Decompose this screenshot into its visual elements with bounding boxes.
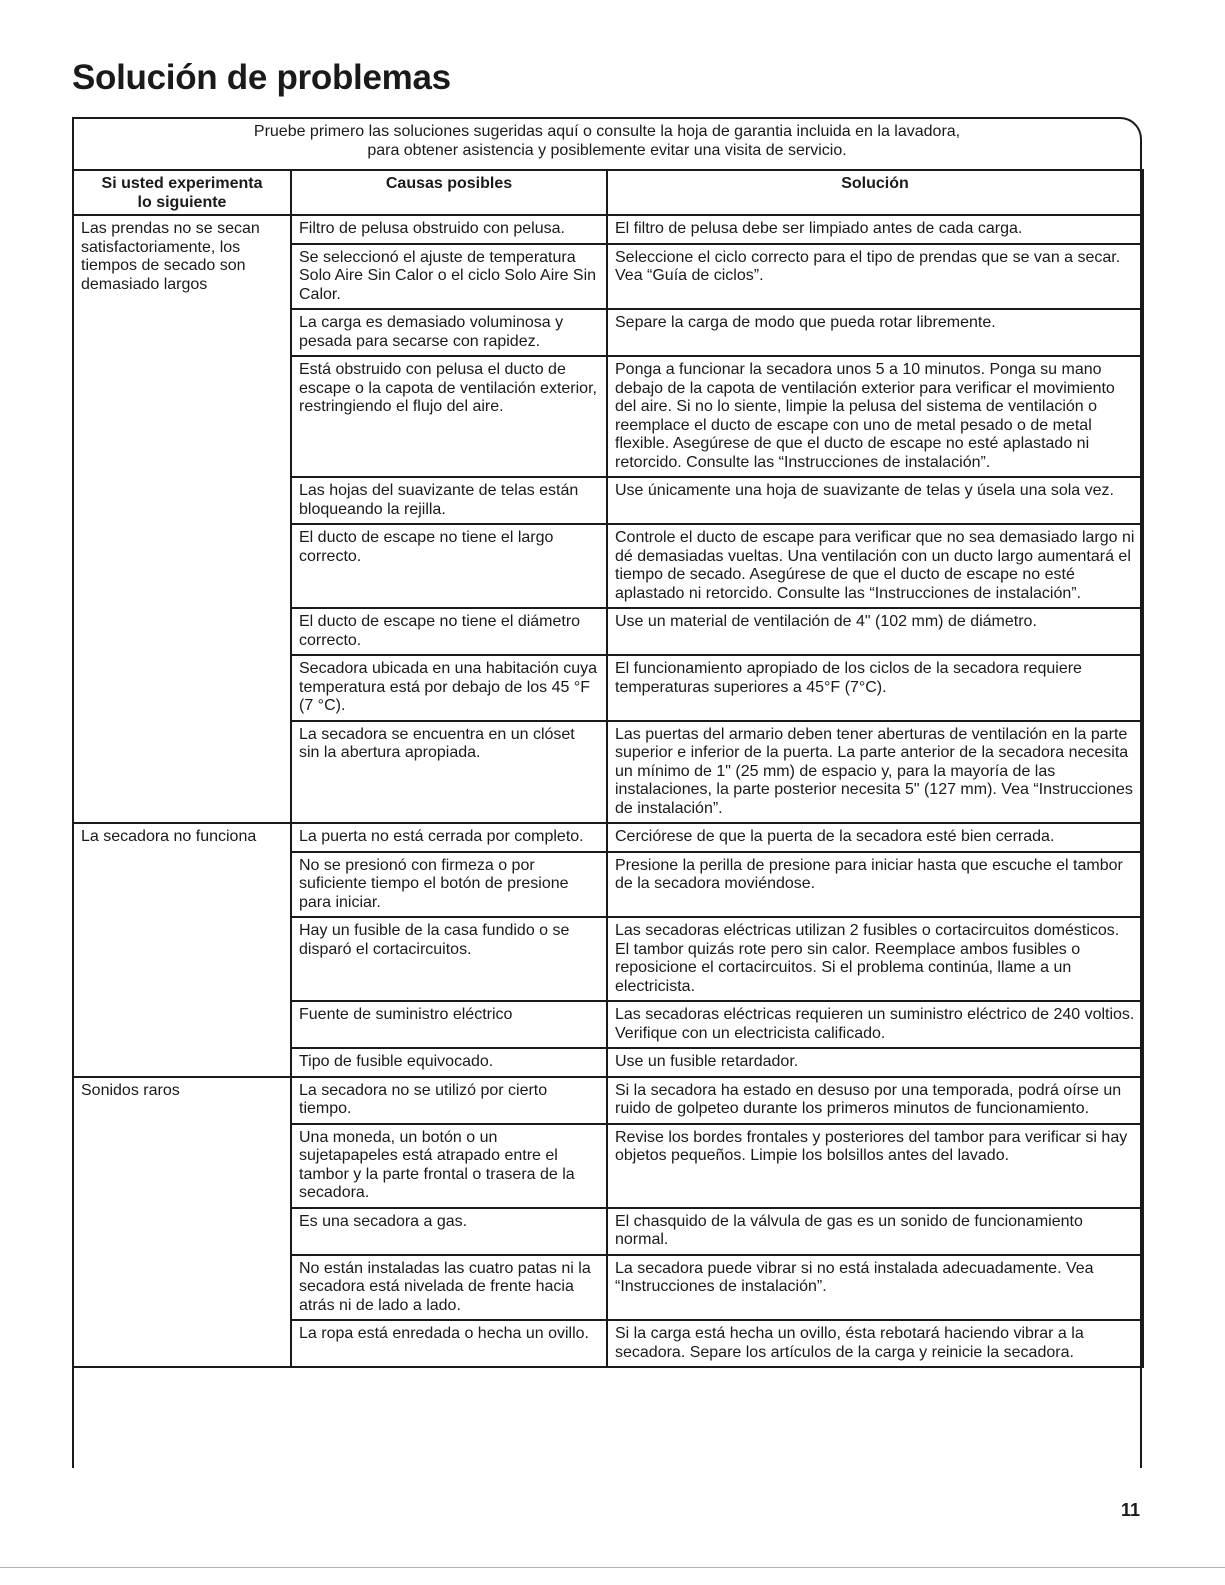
cause-cell: La puerta no está cerrada por completo. — [291, 823, 607, 852]
cause-cell: Está obstruido con pelusa el ducto de escape o la capota de ventilación exterior, restringiendo el flujo del aire. — [291, 356, 607, 477]
problem-cell: Las prendas no se secan satisfactoriamente, los tiempos de secado son demasiado largos — [73, 215, 291, 823]
cause-cell: La secadora no se utilizó por cierto tiempo. — [291, 1077, 607, 1124]
problem-cell: La secadora no funciona — [73, 823, 291, 1077]
cause-cell: Tipo de fusible equivocado. — [291, 1048, 607, 1077]
header-problem-line-1: Si usted experimenta — [101, 175, 263, 192]
bottom-rule — [0, 1567, 1225, 1568]
cause-cell: La ropa está enredada o hecha un ovillo. — [291, 1320, 607, 1367]
table-header-row — [73, 170, 1143, 215]
solution-cell: Use únicamente una hoja de suavizante de telas y úsela una sola vez. — [607, 477, 1143, 524]
solution-cell: El filtro de pelusa debe ser limpiado antes de cada carga. — [607, 215, 1143, 244]
solution-cell: Ponga a funcionar la secadora unos 5 a 10 minutos. Ponga su mano debajo de la capota de ventilación exterior para verificar el movimiento del aire. Si no lo siente, limpie la pelusa del sistema de ventilación o reemplace el ducto de escape con uno de metal pesado o de metal flexible. Asegúrese de que el ducto de escape no esté aplastado ni retorcido. Consulte las “Instrucciones de instalación”. — [607, 356, 1143, 477]
intro-text — [74, 122, 1140, 160]
solution-cell: El chasquido de la válvula de gas es un sonido de funcionamiento normal. — [607, 1208, 1143, 1255]
cause-cell: El ducto de escape no tiene el diámetro correcto. — [291, 608, 607, 655]
table-row — [73, 823, 1143, 852]
cause-cell: Filtro de pelusa obstruido con pelusa. — [291, 215, 607, 244]
solution-cell: Las secadoras eléctricas utilizan 2 fusibles o cortacircuitos domésticos. El tambor quizás rote pero sin calor. Reemplace ambos fusibles o reposicione el cortacircuitos. Si el problema continúa, llame a un electricista. — [607, 917, 1143, 1001]
cause-cell: Las hojas del suavizante de telas están bloqueando la rejilla. — [291, 477, 607, 524]
cause-cell: La carga es demasiado voluminosa y pesada para secarse con rapidez. — [291, 309, 607, 356]
cause-cell: Se seleccionó el ajuste de temperatura Solo Aire Sin Calor o el ciclo Solo Aire Sin Calor. — [291, 244, 607, 310]
cause-cell: Es una secadora a gas. — [291, 1208, 607, 1255]
cause-cell: Hay un fusible de la casa fundido o se disparó el cortacircuitos. — [291, 917, 607, 1001]
solution-cell: Las puertas del armario deben tener aberturas de ventilación en la parte superior e inferior de la puerta. La parte anterior de la secadora necesita un mínimo de 1" (25 mm) de espacio y, para la mayoría de las instalaciones, la parte posterior necesita 5" (127 mm). Vea “Instrucciones de instalación”. — [607, 721, 1143, 824]
cause-cell: No están instaladas las cuatro patas ni la secadora está nivelada de frente hacia atrás ni de lado a lado. — [291, 1255, 607, 1321]
page-title: Solución de problemas — [72, 58, 451, 97]
solution-cell: Separe la carga de modo que pueda rotar libremente. — [607, 309, 1143, 356]
solution-cell: Use un material de ventilación de 4" (102 mm) de diámetro. — [607, 608, 1143, 655]
solution-cell: Presione la perilla de presione para iniciar hasta que escuche el tambor de la secadora moviéndose. — [607, 852, 1143, 918]
solution-cell: Seleccione el ciclo correcto para el tipo de prendas que se van a secar. Vea “Guía de ciclos”. — [607, 244, 1143, 310]
solution-cell: Controle el ducto de escape para verificar que no sea demasiado largo ni dé demasiadas vueltas. Una ventilación con un ducto largo aumentará el tiempo de secado. Asegúrese de que el ducto de escape no esté aplastado ni retorcido. Consulte las “Instrucciones de instalación”. — [607, 524, 1143, 608]
solution-cell: Si la carga está hecha un ovillo, ésta rebotará haciendo vibrar a la secadora. Separe los artículos de la carga y reinicie la secadora. — [607, 1320, 1143, 1367]
solution-cell: Si la secadora ha estado en desuso por una temporada, podrá oírse un ruido de golpeteo durante los primeros minutos de funcionamiento. — [607, 1077, 1143, 1124]
intro-line-2: para obtener asistencia y posiblemente evitar una visita de servicio. — [367, 142, 847, 159]
header-problem-line-2: lo siguiente — [137, 193, 227, 211]
solution-cell: Revise los bordes frontales y posteriores del tambor para verificar si hay objetos pequeños. Limpie los bolsillos antes del lavado. — [607, 1124, 1143, 1208]
table-row — [73, 1077, 1143, 1124]
cause-cell: No se presionó con firmeza o por suficiente tiempo el botón de presione para iniciar. — [291, 852, 607, 918]
solution-cell: Use un fusible retardador. — [607, 1048, 1143, 1077]
solution-cell: El funcionamiento apropiado de los ciclos de la secadora requiere temperaturas superiores a 45°F (7°C). — [607, 655, 1143, 721]
problem-cell: Sonidos raros — [73, 1077, 291, 1368]
header-cause: Causas posibles — [291, 170, 607, 215]
troubleshooting-table — [72, 169, 1144, 1368]
header-problem — [73, 170, 291, 215]
solution-cell: La secadora puede vibrar si no está instalada adecuadamente. Vea “Instrucciones de instalación”. — [607, 1255, 1143, 1321]
cause-cell: Fuente de suministro eléctrico — [291, 1001, 607, 1048]
table-body — [73, 215, 1143, 1367]
cause-cell: La secadora se encuentra en un clóset sin la abertura apropiada. — [291, 721, 607, 824]
cause-cell: El ducto de escape no tiene el largo correcto. — [291, 524, 607, 608]
cause-cell: Una moneda, un botón o un sujetapapeles está atrapado entre el tambor y la parte frontal o trasera de la secadora. — [291, 1124, 607, 1208]
cause-cell: Secadora ubicada en una habitación cuya temperatura está por debajo de los 45 °F (7 °C). — [291, 655, 607, 721]
intro-line-1: Pruebe primero las soluciones sugeridas aquí o consulte la hoja de garantia incluida en la lavadora, — [253, 123, 961, 140]
solution-cell: Las secadoras eléctricas requieren un suministro eléctrico de 240 voltios. Verifique con un electricista calificado. — [607, 1001, 1143, 1048]
solution-cell: Cerciórese de que la puerta de la secadora esté bien cerrada. — [607, 823, 1143, 852]
page-number: 11 — [1120, 1500, 1140, 1520]
table-row — [73, 215, 1143, 244]
header-solution: Solución — [607, 170, 1143, 215]
